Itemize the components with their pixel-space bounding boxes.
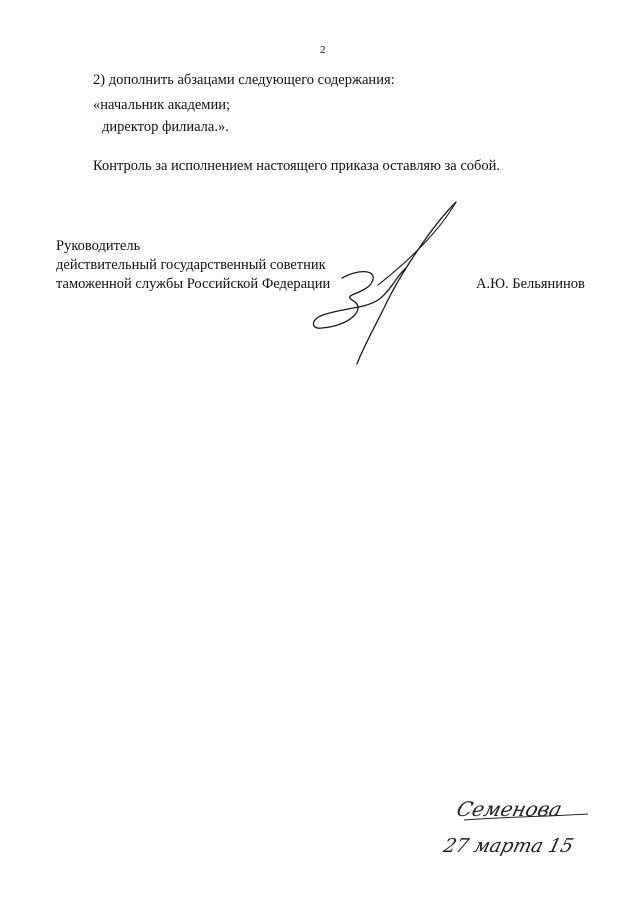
page-number: 2 — [320, 44, 326, 56]
handwritten-note — [441, 790, 598, 870]
signatory-title-line-2: действительный государственный советник — [56, 257, 326, 273]
handwritten-note-line-2: 27 марта 15 — [441, 834, 576, 857]
amendment-intro: 2) дополнить абзацами следующего содержания: — [93, 72, 395, 88]
signatory-name: А.Ю. Бельянинов — [476, 276, 585, 292]
signature-mark — [280, 190, 480, 370]
control-statement: Контроль за исполнением настоящего приказа оставляю за собой. — [93, 158, 501, 174]
amendment-line-2: директор филиала.». — [102, 119, 229, 135]
amendment-line-1: «начальник академии; — [93, 97, 230, 113]
handwritten-note-line-1: Семенова — [454, 797, 565, 821]
signatory-title-line-3: таможенной службы Российской Федерации — [56, 276, 331, 292]
signatory-title-line-1: Руководитель — [56, 238, 141, 254]
